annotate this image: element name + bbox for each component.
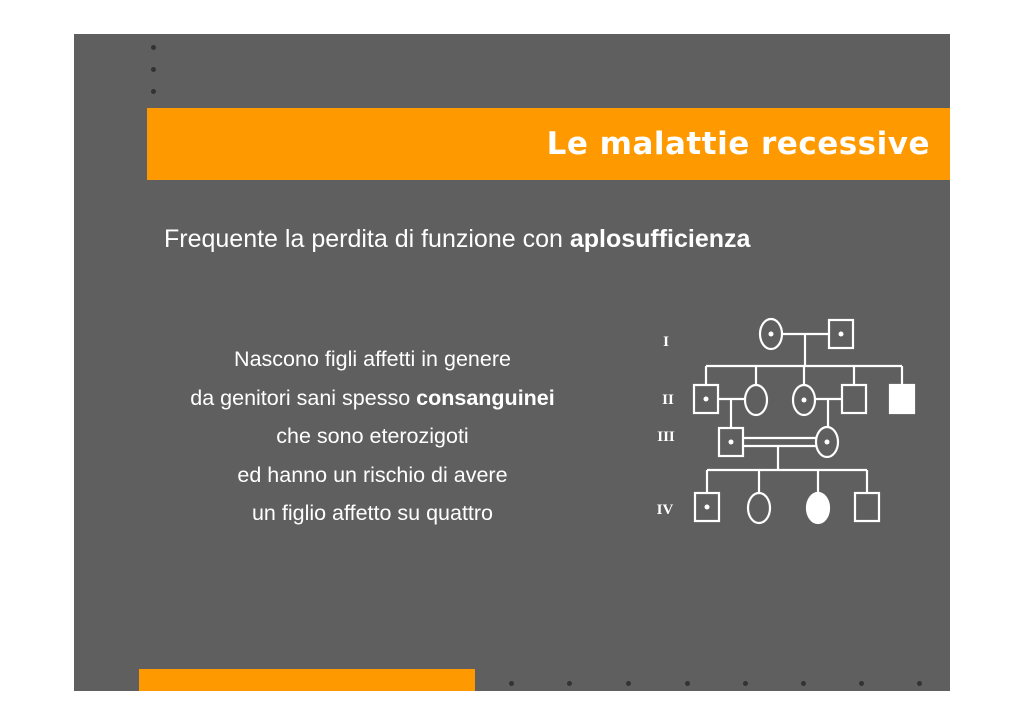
body-line xyxy=(150,379,595,418)
bottom-accent-bar xyxy=(139,669,475,691)
decor-dot xyxy=(917,681,922,686)
decor-dot xyxy=(685,681,690,686)
body-line: che sono eterozigoti xyxy=(276,424,469,448)
title-bar xyxy=(147,108,950,180)
decor-dot xyxy=(801,681,806,686)
female-affected xyxy=(807,493,829,523)
female-unaffected xyxy=(748,493,770,523)
carrier-dot xyxy=(802,398,807,403)
body-line: un figlio affetto su quattro xyxy=(251,501,494,525)
slide-title: Le malattie recessive xyxy=(546,126,930,162)
decor-dot xyxy=(151,89,156,94)
male-unaffected xyxy=(855,493,879,521)
subtitle-bold-term: aplosufficienza xyxy=(569,225,751,253)
carrier-dot xyxy=(769,332,774,337)
body-line: Nascono figli affetti in genere xyxy=(234,347,511,371)
decor-dot xyxy=(567,681,572,686)
decor-dot xyxy=(151,45,156,50)
decor-dot xyxy=(859,681,864,686)
decor-dot xyxy=(626,681,631,686)
female-unaffected xyxy=(745,385,767,415)
decor-dot xyxy=(151,67,156,72)
carrier-dot xyxy=(729,440,734,445)
male-affected xyxy=(890,385,914,413)
subtitle-text: Frequente la perdita di funzione con xyxy=(164,225,570,253)
slide-subtitle xyxy=(164,225,750,254)
generation-label: I xyxy=(663,334,669,350)
decor-dot xyxy=(509,681,514,686)
decor-dot xyxy=(743,681,748,686)
generation-label: IV xyxy=(656,502,674,518)
pedigree-diagram xyxy=(640,300,930,540)
carrier-dot xyxy=(705,505,710,510)
carrier-dot xyxy=(839,332,844,337)
body-line: ed hanno un rischio di avere xyxy=(237,462,508,487)
body-line-text: da genitori sani spesso xyxy=(190,385,417,410)
generation-label: III xyxy=(657,429,675,445)
body-text xyxy=(150,340,595,533)
body-bold-term: consanguinei xyxy=(416,385,555,410)
male-unaffected xyxy=(842,385,866,413)
generation-label: II xyxy=(662,392,674,408)
carrier-dot xyxy=(704,397,709,402)
carrier-dot xyxy=(825,440,830,445)
